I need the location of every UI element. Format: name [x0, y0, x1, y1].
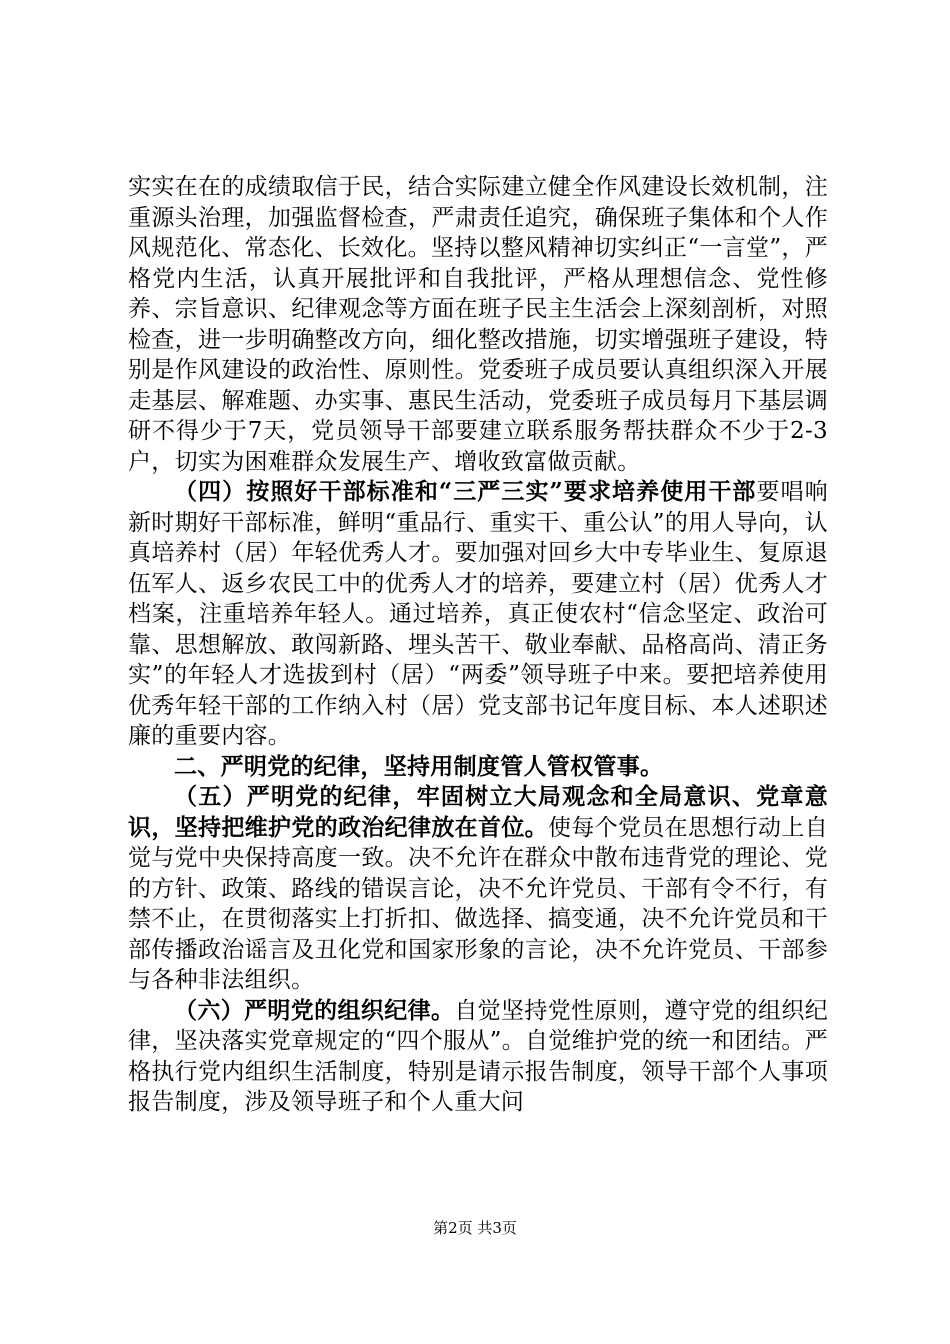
- body-section-6: 自觉坚持党性原则，遵守党的组织纪律，坚决落实党章规定的“四个服从”。自觉维护党的统一和团结。严格执行党内组织生活制度，特别是请示报告制度，领导干部个人事项报告制度，涉及领导班子和个人重大问: [128, 997, 828, 1115]
- document-body: [128, 172, 828, 1118]
- paragraph-section-4: [128, 477, 828, 752]
- paragraph-section-5: [128, 782, 828, 996]
- heading-section-6: （六）严明党的组织纪律。: [174, 996, 455, 1024]
- paragraph-continued: 实实在在的成绩取信于民，结合实际建立健全作风建设长效机制，注重源头治理，加强监督检查，严肃责任追究，确保班子集体和个人作风规范化、常态化、长效化。坚持以整风精神切实纠正“一言堂”，严格党内生活，认真开展批评和自我批评，严格从理想信念、党性修养、宗旨意识、纪律观念等方面在班子民主生活会上深刻剖析，对照检查，进一步明确整改方向，细化整改措施，切实增强班子建设，特别是作风建设的政治性、原则性。党委班子成员要认真组织深入开展走基层、解难题、办实事、惠民生活动，党委班子成员每月下基层调研不得少于7天，党员领导干部要建立联系服务帮扶群众不少于2-3户，切实为困难群众发展生产、增收致富做贡献。: [128, 174, 828, 475]
- heading-section-4: （四）按照好干部标准和“三严三实”要求培养使用干部: [174, 478, 757, 505]
- paragraph-section-6: [128, 996, 828, 1118]
- body-section-5: 使每个党员在思想行动上自觉与党中央保持高度一致。决不允许在群众中散布违背党的理论、党的方针、政策、路线的错误言论，决不允许党员、干部有令不行，有禁不止，在贯彻落实上打折扣、做选择、搞变通，决不允许党员和干部传播政治谣言及丑化党和国家形象的言论，决不允许党员、干部参与各种非法组织。: [128, 814, 828, 993]
- heading-part-2: 二、严明党的纪律，坚持用制度管人管权管事。: [174, 752, 664, 780]
- page-number-footer: 第2页 共3页: [433, 1219, 517, 1237]
- body-section-4: 要唱响新时期好干部标准，鲜明“重品行、重实干、重公认”的用人导向，认真培养村（居）年轻优秀人才。要加强对回乡大中专毕业生、复原退伍军人、返乡农民工中的优秀人才的培养，要建立村（居）优秀人才档案，注重培养年轻人。通过培养，真正使农村“信念坚定、政治可靠、思想解放、敢闯新路、埋头苦干、敬业奉献、品格高尚、清正务实”的年轻人才选拔到村（居）“两委”领导班子中来。要把培养使用优秀年轻干部的工作纳入村（居）党支部书记年度目标、本人述职述廉的重要内容。: [128, 479, 828, 749]
- heading-section-5: （五）严明党的纪律，牢固树立大局观念和全局意识、党章意识，坚持把维护党的政治纪律放在首位。: [128, 783, 828, 841]
